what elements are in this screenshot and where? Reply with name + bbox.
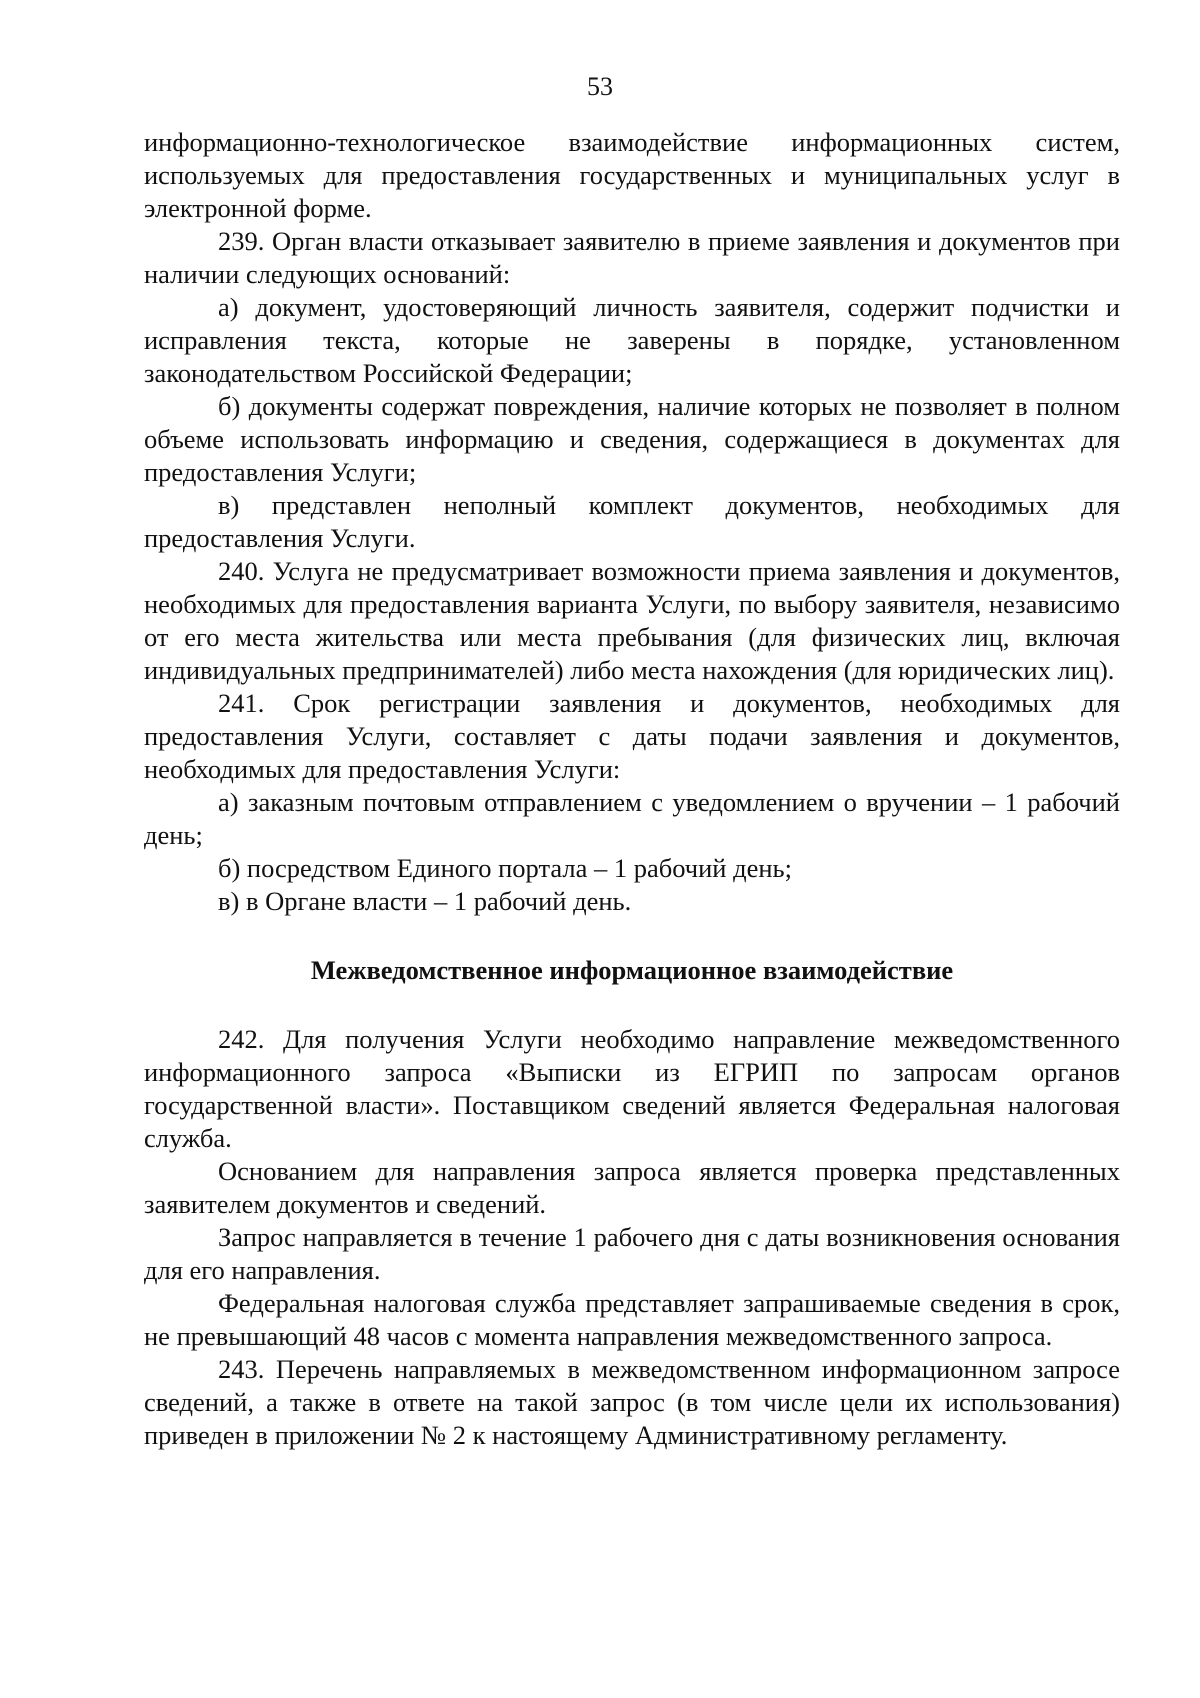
list-item-a: а) документ, удостоверяющий личность заявителя, содержит подчистки и исправления текста, которые не заверены в порядке, установленном законодательством Российской Федерации; [144,292,1120,388]
document-body [144,126,1120,1452]
list-item-b: б) посредством Единого портала – 1 рабочий день; [218,853,792,883]
paragraph: информационно-технологическое взаимодействие информационных систем, используемых для предоставления государственных и муниципальных услуг в электронной форме. [144,127,1120,223]
paragraph-240: 240. Услуга не предусматривает возможности приема заявления и документов, необходимых для предоставления варианта Услуги, по выбору заявителя, независимо от его места жительства или места пребывания (для физических лиц, включая индивидуальных предпринимателей) либо места нахождения (для юридических лиц). [144,556,1120,685]
paragraph-241: 241. Срок регистрации заявления и документов, необходимых для предоставления Услуги, составляет с даты подачи заявления и документов, необходимых для предоставления Услуги: [144,688,1120,784]
list-item-b: б) документы содержат повреждения, наличие которых не позволяет в полном объеме использовать информацию и сведения, содержащиеся в документах для предоставления Услуги; [144,391,1120,487]
paragraph: Федеральная налоговая служба представляет запрашиваемые сведения в срок, не превышающий 48 часов с момента направления межведомственного запроса. [144,1288,1120,1351]
paragraph-242: 242. Для получения Услуги необходимо направление межведомственного информационного запроса «Выписки из ЕГРИП по запросам органов государственной власти». Поставщиком сведений является Федеральная налоговая служба. [144,1024,1120,1153]
list-item-v: в) представлен неполный комплект документов, необходимых для предоставления Услуги. [144,490,1120,553]
list-item-a: а) заказным почтовым отправлением с уведомлением о вручении – 1 рабочий день; [144,787,1120,850]
paragraph: Запрос направляется в течение 1 рабочего дня с даты возникновения основания для его направления. [144,1222,1120,1285]
section-heading: Межведомственное информационное взаимодействие [310,955,954,985]
paragraph-239: 239. Орган власти отказывает заявителю в приеме заявления и документов при наличии следующих оснований: [144,226,1120,289]
paragraph-243: 243. Перечень направляемых в межведомственном информационном запросе сведений, а также в ответе на такой запрос (в том числе цели их использования) приведен в приложении № 2 к настоящему Административному регламенту. [144,1354,1120,1450]
list-item-v: в) в Органе власти – 1 рабочий день. [218,886,632,916]
page-number: 53 [587,72,613,101]
paragraph: Основанием для направления запроса является проверка представленных заявителем документов и сведений. [144,1156,1120,1219]
